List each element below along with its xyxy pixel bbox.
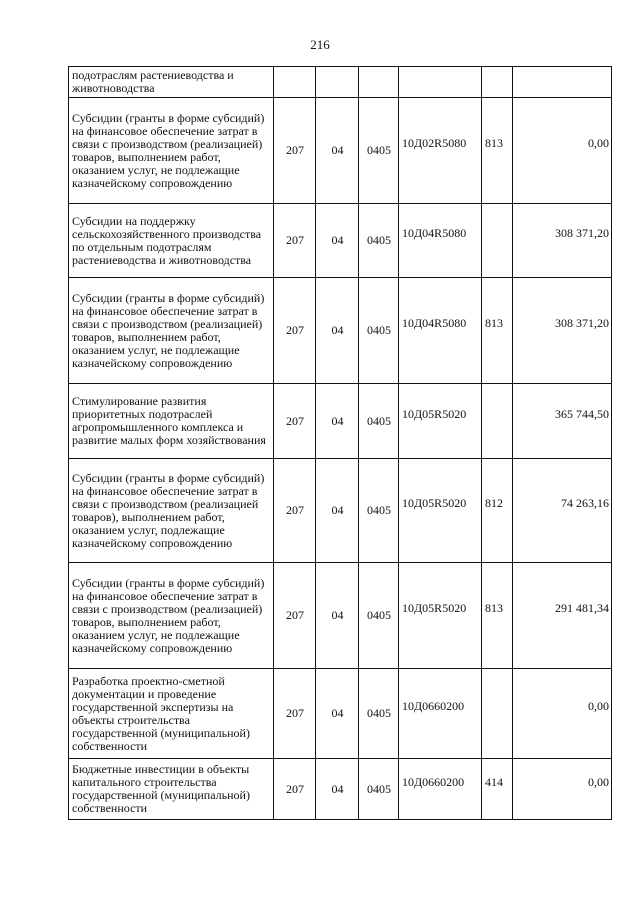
row-section-code: 04 [316,278,359,384]
row-target-code: 10Д04R5080 [399,271,482,377]
row-name: Бюджетные инвестиции в объекты капитального строительства государственной (муниципальной) собственности [69,759,274,820]
row-amount: 0,00 [513,91,612,197]
row-expense-type [482,662,513,752]
row-amount: 74 263,16 [513,452,612,556]
row-amount: 291 481,34 [513,556,612,662]
row-name: Стимулирование развития приоритетных подотраслей агропромышленного комплекса и развитие малых форм хозяйствования [69,384,274,459]
row-subsection-code: 0405 [359,384,399,459]
row-name: Субсидии (гранты в форме субсидий) на финансовое обеспечение затрат в связи с производством (реализацией) товаров, выполнением работ, оказанием услуг, не подлежащие казначейскому сопровождению [69,563,274,669]
row-ministry-code: 207 [274,278,316,384]
row-name: Субсидии на поддержку сельскохозяйственного производства по отдельным подотраслям растениеводства и животноводства [69,204,274,278]
row-name: Субсидии (гранты в форме субсидий) на финансовое обеспечение затрат в связи с производством (реализацией) товаров, выполнением работ, оказанием услуг, не подлежащие казначейскому сопровождению [69,278,274,384]
row-target-code: 10Д02R5080 [399,91,482,197]
row-target-code: 10Д05R5020 [399,452,482,556]
row-amount: 308 371,20 [513,197,612,271]
row-subsection-code: 0405 [359,278,399,384]
row-section-code: 04 [316,759,359,820]
row-subsection-code: 0405 [359,669,399,759]
page-number: 216 [310,37,330,52]
table-row [69,384,612,459]
row-expense-type [482,60,513,91]
row-section-code: 04 [316,98,359,204]
row-section-code: 04 [316,459,359,563]
row-target-code: 10Д04R5080 [399,197,482,271]
row-ministry-code: 207 [274,759,316,820]
row-name: подотраслям растениеводства и животноводства [69,67,274,98]
row-ministry-code: 207 [274,669,316,759]
row-subsection-code: 0405 [359,563,399,669]
row-ministry-code [274,67,316,98]
row-amount: 365 744,50 [513,377,612,452]
row-expense-type: 414 [482,752,513,813]
row-target-code: 10Д05R5020 [399,377,482,452]
row-ministry-code: 207 [274,204,316,278]
table-row [69,563,612,669]
row-name: Субсидии (гранты в форме субсидий) на финансовое обеспечение затрат в связи с производством (реализацией товаров), выполнением работ, оказанием услуг, подлежащие казначейскому сопровождению [69,459,274,563]
budget-table [68,66,612,820]
row-target-code [399,60,482,91]
row-subsection-code: 0405 [359,759,399,820]
table-row [69,759,612,820]
row-amount: 308 371,20 [513,271,612,377]
table-row [69,669,612,759]
row-ministry-code: 207 [274,563,316,669]
table-row [69,459,612,563]
table-row [69,204,612,278]
table-row [69,278,612,384]
row-ministry-code: 207 [274,459,316,563]
row-subsection-code: 0405 [359,204,399,278]
row-target-code: 10Д0660200 [399,752,482,813]
row-ministry-code: 207 [274,384,316,459]
row-target-code: 10Д05R5020 [399,556,482,662]
row-expense-type [482,377,513,452]
row-name: Субсидии (гранты в форме субсидий) на финансовое обеспечение затрат в связи с производством (реализацией) товаров, выполнением работ, оказанием услуг, не подлежащие казначейскому сопровождению [69,98,274,204]
row-amount [513,60,612,91]
row-subsection-code: 0405 [359,98,399,204]
row-target-code: 10Д0660200 [399,662,482,752]
row-section-code: 04 [316,204,359,278]
row-expense-type: 813 [482,91,513,197]
row-name: Разработка проектно-сметной документации и проведение государственной экспертизы на объекты строительства государственной (муниципальной) собственности [69,669,274,759]
row-expense-type: 813 [482,271,513,377]
table-row [69,98,612,204]
row-expense-type [482,197,513,271]
row-ministry-code: 207 [274,98,316,204]
row-expense-type: 813 [482,556,513,662]
row-amount: 0,00 [513,752,612,813]
row-expense-type: 812 [482,452,513,556]
row-section-code [316,67,359,98]
row-section-code: 04 [316,384,359,459]
row-section-code: 04 [316,669,359,759]
row-subsection-code: 0405 [359,459,399,563]
row-section-code: 04 [316,563,359,669]
row-subsection-code [359,67,399,98]
row-amount: 0,00 [513,662,612,752]
